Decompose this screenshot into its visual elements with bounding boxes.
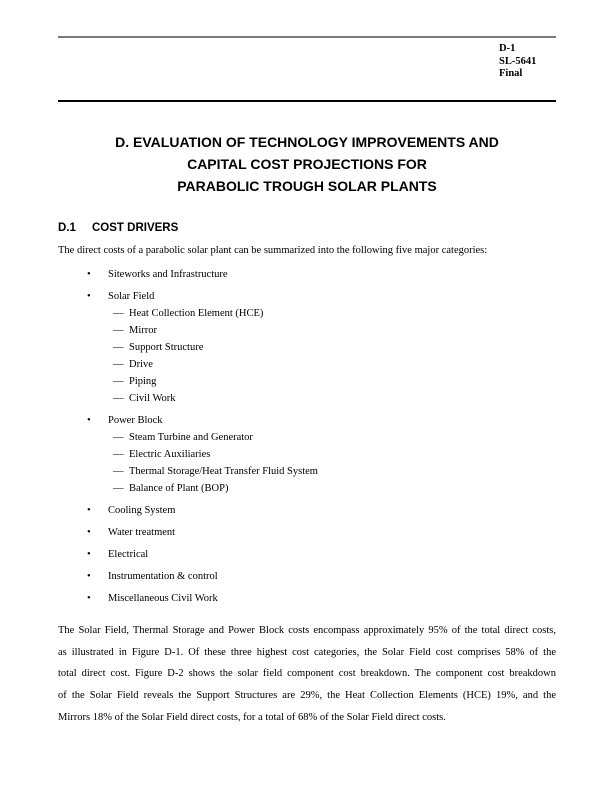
dash-icon: — [113,466,124,477]
list-item-label: Cooling System [108,505,176,516]
sub-list-item-label: Mirror [129,325,157,336]
dash-icon: — [113,376,124,387]
list-item [0,266,612,283]
list-item-label: Power Block [108,415,163,426]
paragraph-line: of the Solar Field reveals the Support Structures are 29%, the Heat Collection Elements (HCE) 19%, and the [58,690,556,702]
sub-list-item [0,429,612,446]
sub-list-item [0,446,612,463]
list-item [0,502,612,519]
dash-icon: — [113,359,124,370]
dash-icon: — [113,325,124,336]
header-top-rule [58,36,556,38]
page-number: D-1 [499,43,516,54]
list-item [0,546,612,563]
sub-list-item [0,480,612,497]
section-number: D.1 [58,222,76,234]
chapter-title [58,131,556,197]
bullet-icon: • [87,549,91,560]
sub-list-item-label: Civil Work [129,393,176,404]
document-status: Final [499,68,523,79]
dash-icon: — [113,483,124,494]
list-item [0,288,612,305]
sub-list-item-label: Steam Turbine and Generator [129,432,253,443]
sub-list-item [0,463,612,480]
paragraph-line: total direct cost. Figure D-2 shows the solar field component cost breakdown. The component cost breakdown [58,668,556,680]
list-item-label: Miscellaneous Civil Work [108,593,218,604]
bullet-icon: • [87,269,91,280]
intro-text: The direct costs of a parabolic solar plant can be summarized into the following five major categories: [58,245,488,256]
chapter-title-line: D. EVALUATION OF TECHNOLOGY IMPROVEMENTS AND [115,134,499,150]
bullet-icon: • [87,527,91,538]
sub-list-item [0,339,612,356]
list-item [0,568,612,585]
document-id: SL-5641 [499,55,537,67]
page-header [499,43,536,81]
dash-icon: — [113,393,124,404]
sub-list-item-label: Drive [129,359,153,370]
paragraph-line: as illustrated in Figure D-1. Of these three highest cost categories, the Solar Field cost comprises 58% of the [58,646,556,658]
bullet-icon: • [87,415,91,426]
list-item [0,412,612,429]
list-item-label: Electrical [108,549,149,560]
header-bottom-rule [58,100,556,102]
sub-list-item [0,305,612,322]
list-item-label: Siteworks and Infrastructure [108,269,228,280]
list-item-label: Instrumentation & control [108,571,218,582]
bullet-icon: • [87,593,91,604]
bullet-icon: • [87,291,91,302]
paragraph-line: The Solar Field, Thermal Storage and Power Block costs encompass approximately 95% of the total direct costs, [58,625,556,636]
sub-list-item [0,322,612,339]
cost-category-list [0,266,612,607]
sub-list-item [0,356,612,373]
dash-icon: — [113,342,124,353]
body-paragraph [58,620,556,729]
sub-list-item-label: Balance of Plant (BOP) [129,483,229,494]
dash-icon: — [113,432,124,443]
sub-list-item-label: Piping [129,376,157,387]
list-item [0,590,612,607]
chapter-title-line: PARABOLIC TROUGH SOLAR PLANTS [177,178,437,194]
sub-list-item [0,390,612,407]
sub-list-item [0,373,612,390]
dash-icon: — [113,308,124,319]
list-item-label: Solar Field [108,291,155,302]
sub-list-item-label: Heat Collection Element (HCE) [129,308,264,319]
chapter-title-line: CAPITAL COST PROJECTIONS FOR [187,156,427,172]
list-item [0,524,612,541]
paragraph-line: Mirrors 18% of the Solar Field direct costs, for a total of 68% of the Solar Field direct costs. [58,711,446,723]
sub-list-item-label: Thermal Storage/Heat Transfer Fluid System [129,466,318,477]
section-title: COST DRIVERS [92,222,179,234]
dash-icon: — [113,449,124,460]
sub-list-item-label: Support Structure [129,342,204,353]
bullet-icon: • [87,505,91,516]
section-heading [58,221,178,235]
list-item-label: Water treatment [108,527,176,538]
sub-list-item-label: Electric Auxiliaries [129,449,211,460]
bullet-icon: • [87,571,91,582]
